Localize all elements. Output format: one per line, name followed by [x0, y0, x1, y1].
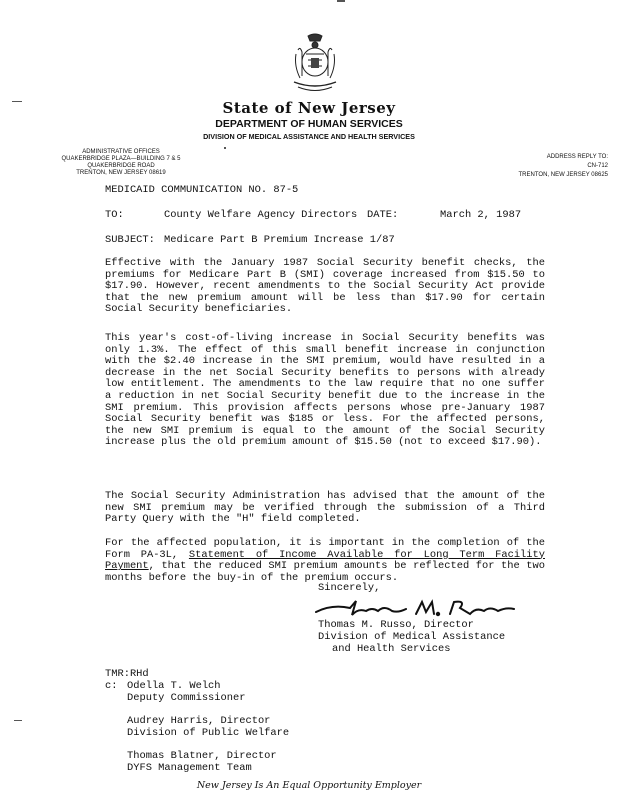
cc-recipient-name: Audrey Harris, Director — [127, 715, 271, 727]
scan-mark — [224, 147, 226, 149]
signer-title-line-2: and Health Services — [332, 643, 451, 655]
to-recipient: County Welfare Agency Directors — [164, 209, 358, 221]
body-paragraph-3: The Social Security Administration has advised that the amount of the new SMI premium may be verified through the submission of a Third Party Query with the "H" field completed. — [105, 490, 545, 526]
scan-mark — [14, 720, 22, 721]
signer-title-line-1: Division of Medical Assistance — [318, 631, 506, 643]
paragraph-4-intro: For the affected population, it is important in the completion of the Form PA-3L, — [105, 537, 545, 561]
reply-address-line: TRENTON, NEW JERSEY 08625 — [518, 172, 608, 178]
department-name: DEPARTMENT OF HUMAN SERVICES — [215, 118, 403, 130]
scan-mark — [337, 0, 345, 2]
body-paragraph-4 — [105, 538, 545, 584]
cc-recipient-title: Division of Public Welfare — [127, 727, 290, 739]
to-label: TO: — [105, 209, 124, 221]
typist-initials: TMR:RHd — [105, 668, 149, 680]
cc-recipient-name: Odella T. Welch — [127, 680, 221, 692]
body-paragraph-1: Effective with the January 1987 Social Security benefit checks, the premiums for Medicare Part B (SMI) coverage increased from $15.50 to $17.90. However, recent amendments to the Social Security Act provide that the new premium amount will be less than $17.90 for certain Social Security beneficiaries. — [105, 257, 545, 316]
scan-mark — [12, 101, 22, 102]
equal-opportunity-footer: New Jersey Is An Equal Opportunity Employer — [196, 780, 422, 791]
office-address-line: QUAKERBRIDGE PLAZA—BUILDING 7 & 5 — [61, 156, 181, 162]
date-label: DATE: — [367, 209, 399, 221]
reply-address-line: ADDRESS REPLY TO: — [546, 154, 608, 160]
signer-name: Thomas M. Russo, Director — [318, 619, 474, 631]
office-address-line: ADMINISTRATIVE OFFICES — [82, 149, 160, 155]
office-address-line: QUAKERBRIDGE ROAD — [87, 163, 155, 169]
form-title-underlined: Statement of Income Available for Long Term Facility Payment — [105, 548, 545, 573]
reply-address — [478, 153, 608, 180]
memo-subject: Medicare Part B Premium Increase 1/87 — [164, 234, 395, 246]
office-address-line: TRENTON, NEW JERSEY 08619 — [76, 170, 166, 176]
office-address — [46, 149, 196, 177]
body-paragraph-2: This year's cost-of-living increase in Social Security benefits was only 1.3%. The effect of this small benefit increase in conjunction with the $2.40 increase in the SMI premium, would have resulted in a decrease in the net Social Security benefits to persons with already low entitlement. The amendments to the law require that no one suffer a reduction in net Social Security benefit due to the increase in the SMI premium. This provision affects persons whose pre-January 1987 Social Security benefit was $185 or less. For the affected persons, the new SMI premium is equal to the amount of the Social Security increase plus the old premium amount of $15.50 (not to exceed $17.90). — [105, 332, 545, 449]
cc-recipient-title: DYFS Management Team — [127, 762, 252, 774]
cc-recipient-title: Deputy Commissioner — [127, 692, 246, 704]
cc-recipient-name: Thomas Blatner, Director — [127, 750, 277, 762]
communication-number: MEDICAID COMMUNICATION NO. 87-5 — [105, 184, 299, 196]
paragraph-4-rest: , that the reduced SMI premium amounts be reflected for the two months before the buy-in of the premium occurs. — [105, 560, 545, 584]
state-name-title: State of New Jersey — [222, 99, 396, 117]
memo-date: March 2, 1987 — [440, 209, 522, 221]
cc-label: c: — [105, 680, 118, 692]
division-name: DIVISION OF MEDICAL ASSISTANCE AND HEALTH SERVICES — [203, 132, 415, 141]
reply-address-line: CN-712 — [587, 163, 608, 169]
subject-label: SUBJECT: — [105, 234, 155, 246]
state-seal-icon — [290, 32, 340, 94]
handwritten-signature-icon — [312, 595, 524, 621]
valediction: Sincerely, — [318, 582, 381, 594]
